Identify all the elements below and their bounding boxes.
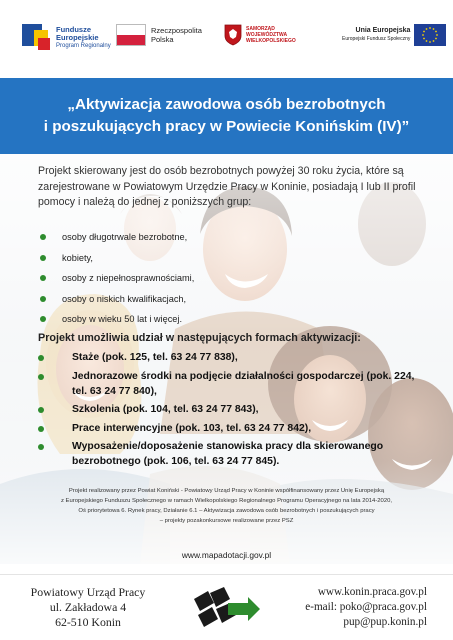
list-item [40,227,300,248]
funding-note [20,486,433,526]
form-label: Staże (pok. 125, tel. 63 24 77 838), [72,352,238,363]
ue-name: Unia Europejska [355,27,411,34]
city: 62-510 Konin [55,615,121,629]
street: ul. Zakładowa 4 [49,600,127,614]
title-band [0,78,453,154]
rp-name-2: Polska [151,35,174,44]
address-block [22,585,154,630]
list-item [38,421,418,436]
samorzad-logo [224,24,316,46]
funding-line: Oś priorytetowa 6. Rynek pracy, Działanie 6.1 – Aktywizacja zawodowa osób bezrobotnych i poszukujących pracy [78,508,375,514]
group-label: osoby z niepełnosprawnościami, [62,273,195,284]
form-label: Szkolenia (pok. 104, tel. 63 24 77 843), [72,404,259,416]
logo-strip [0,0,453,76]
intro-paragraph: Projekt skierowany jest do osób bezrobotnych powyżej 30 roku życia, które są zarejestrowane w Powiatowym Urzędzie Pracy w Koninie, posiadają I lub II profil pomocy i należą do jednej z poniższych grup: [38,165,416,208]
funding-line: Projekt realizowany przez Powiat Koniński - Powiatowy Urząd Pracy w Koninie współfinansowany przez Unię Europejską [68,488,385,494]
form-label: Jednorazowe środki na podjęcie działalności gospodarczej (pok. 224, tel. 63 24 77 840), [72,370,415,397]
bullet-icon [40,316,46,322]
funding-line: z Europejskiego Funduszu Społecznego w ramach Wielkopolskiego Regionalnego Programu Operacyjnego na lata 2014-2020, [60,498,393,504]
list-item [38,402,418,417]
fe-name: Fundusze Europejskie [56,25,99,42]
title-line-2: i poszukujących pracy w Powiecie Konińskim (IV)” [43,118,410,135]
title-line-1: „Aktywizacja zawodowa osób bezrobotnych [67,96,386,113]
bullet-icon [40,234,46,240]
website-link[interactable]: www.mapadotacji.gov.pl [181,550,272,560]
bullet-icon [40,275,46,281]
fe-sub: Program Regionalny [56,43,111,49]
group-label: osoby w wieku 50 lat i więcej. [62,314,183,325]
bullet-icon [38,374,44,380]
org-name: Powiatowy Urząd Pracy [30,585,146,599]
bullet-icon [38,355,44,361]
fe-mark-icon [22,24,52,52]
coat-of-arms-icon [224,24,242,46]
website[interactable]: www.konin.praca.gov.pl [317,586,427,598]
list-item [40,289,300,310]
list-item [40,248,300,269]
bullet-icon [38,407,44,413]
list-item [38,350,418,365]
polish-flag-icon [116,24,146,46]
fundusze-europejskie-logo [22,24,111,52]
email-2[interactable]: pup@pup.konin.pl [343,616,427,628]
list-item [38,439,418,469]
list-item [40,268,300,289]
contact-block [305,585,427,630]
funding-line: – projekty pozakonkursowe realizowane przez PSZ [159,518,294,524]
sw-name-2: WIELKOPOLSKIEGO [246,38,296,44]
footer [0,574,453,640]
group-label: osoby o niskich kwalifikacjach, [62,293,187,304]
forms-lead: Projekt umożliwia udział w następujących formach aktywizacji: [38,332,361,344]
eu-flag-icon [414,24,446,46]
form-label: Prace interwencyjne (pok. 103, tel. 63 24 77 842), [72,422,312,434]
bullet-icon [40,296,46,302]
group-label: kobiety, [62,252,93,263]
rp-name-1: Rzeczpospolita [151,26,202,35]
bullet-icon [38,444,44,450]
activation-forms-list [38,350,418,473]
bullet-icon [38,426,44,432]
list-item [40,309,300,330]
form-label: Wyposażenie/doposażenie stanowiska pracy dla skierowanego bezrobotnego (pok. 106, tel. 63 24 77 845). [72,441,384,468]
sw-name-1: SAMORZĄD WOJEWÓDZTWA [246,26,288,38]
email-1[interactable]: e-mail: poko@praca.gov.pl [305,601,427,613]
ue-sub: Europejski Fundusz Społeczny [342,36,411,42]
pup-logo-icon [188,585,262,629]
rzeczpospolita-logo [116,24,202,46]
unia-europejska-logo [342,24,446,46]
list-item [38,369,418,399]
target-groups-list [40,227,300,330]
bullet-icon [40,255,46,261]
group-label: osoby długotrwale bezrobotne, [62,232,188,242]
main-content [0,154,453,564]
